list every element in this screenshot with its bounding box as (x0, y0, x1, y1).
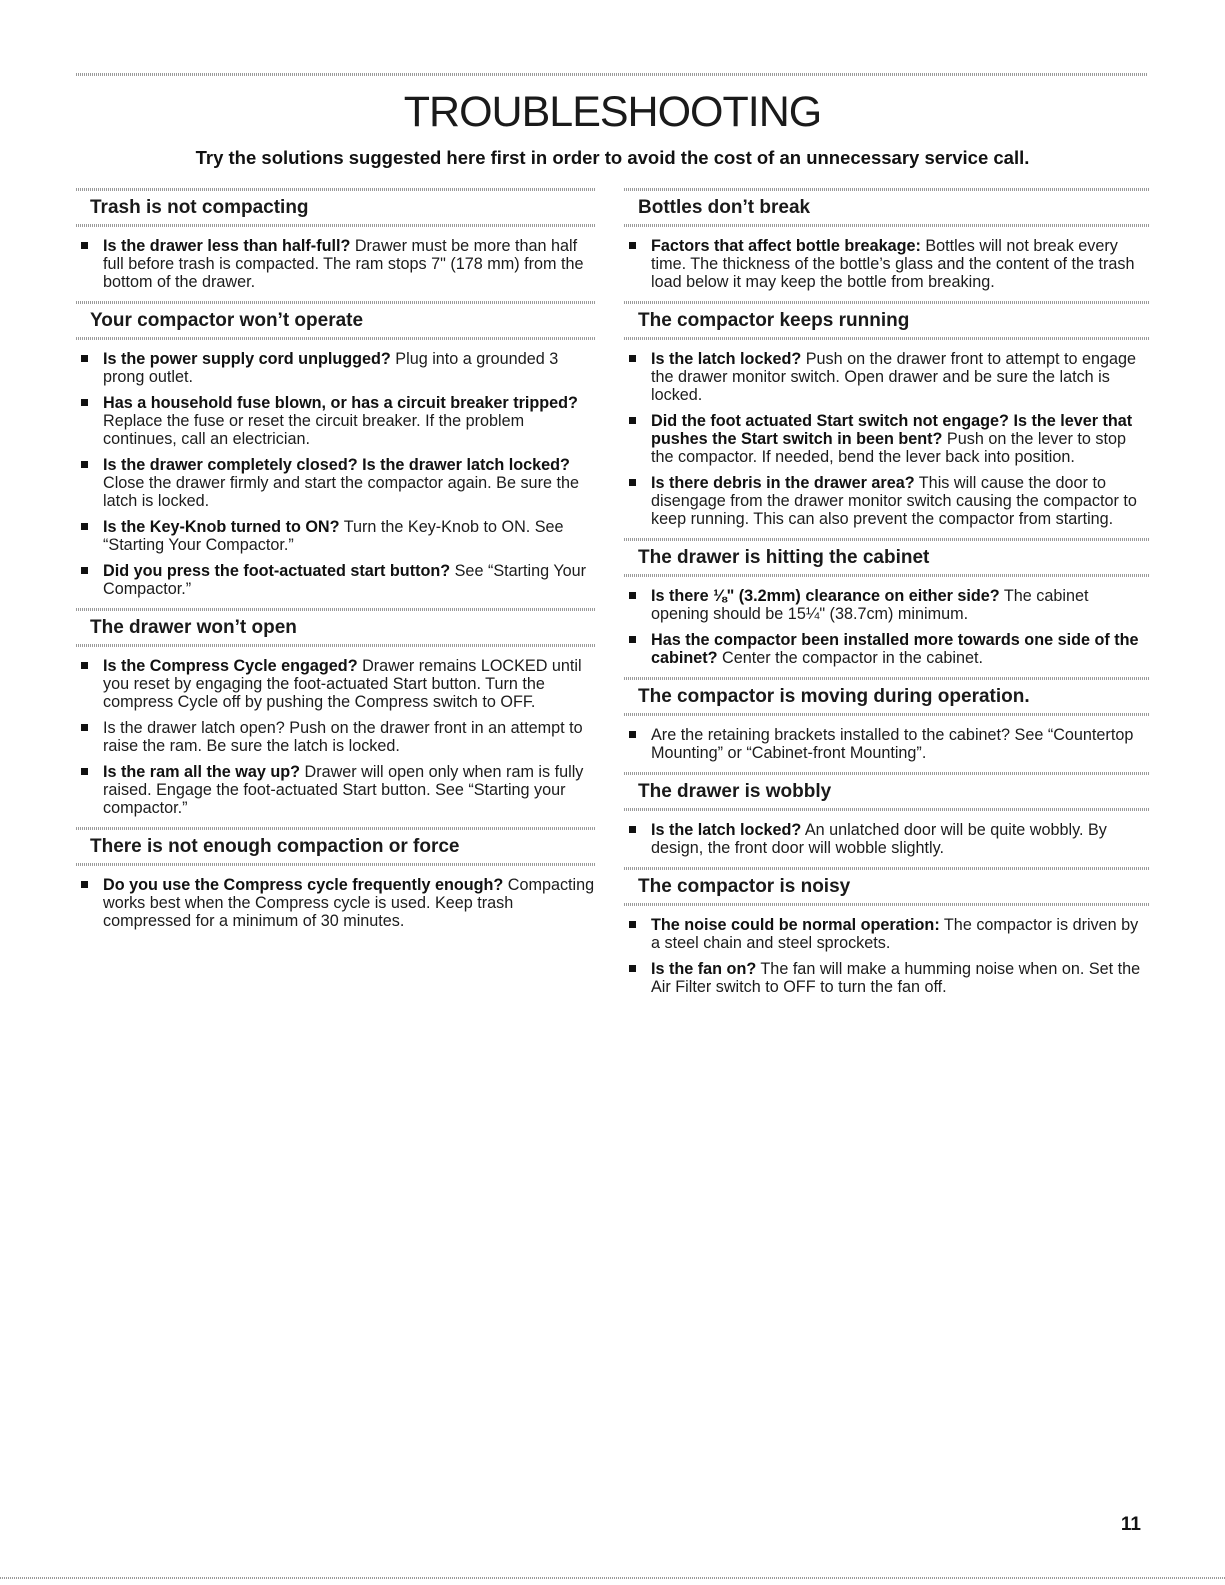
bullet-square-icon (629, 417, 636, 424)
item-answer: Is the drawer latch open? Push on the drawer front in an attempt to raise the ram. Be sure the latch is locked. (103, 719, 583, 755)
troubleshooting-section (624, 538, 1150, 667)
list-item (76, 876, 596, 930)
section-rule-bottom (76, 337, 596, 340)
item-answer: The compactor is driven by a steel chain and steel sprockets. (651, 916, 1139, 952)
item-answer: Compacting works best when the Compress cycle is used. Keep trash compressed for a minimum of 30 minutes. (103, 876, 595, 930)
troubleshooting-section (76, 301, 596, 598)
item-answer: Close the drawer firmly and start the compactor again. Be sure the latch is locked. (103, 474, 579, 510)
bullet-square-icon (629, 965, 636, 972)
section-items (76, 657, 596, 817)
list-item (76, 237, 596, 291)
page-number: 11 (1120, 1514, 1141, 1535)
list-item (624, 237, 1150, 291)
section-title: The drawer is wobbly (638, 781, 832, 802)
section-title: The compactor is noisy (638, 876, 851, 897)
item-answer: Center the compactor in the cabinet. (717, 649, 984, 667)
bullet-square-icon (81, 242, 88, 249)
bullet-square-icon (81, 567, 88, 574)
section-title: The compactor is moving during operation. (638, 686, 1030, 707)
list-item (624, 474, 1150, 528)
troubleshooting-section (624, 867, 1150, 996)
item-question: Do you use the Compress cycle frequently enough? (103, 876, 504, 894)
item-question: Is the drawer completely closed? Is the drawer latch locked? (103, 456, 570, 474)
list-item (624, 821, 1150, 857)
item-answer: Push on the lever to stop the compactor. If needed, bend the lever back into position. (651, 430, 1126, 466)
page-subtitle: Try the solutions suggested here first in order to avoid the cost of an unnecessary service call. (195, 147, 1030, 168)
bullet-square-icon (81, 724, 88, 731)
bullet-square-icon (81, 881, 88, 888)
section-rule-bottom (76, 644, 596, 647)
bullet-square-icon (81, 461, 88, 468)
list-item (76, 394, 596, 448)
bullet-square-icon (81, 768, 88, 775)
troubleshooting-section (624, 301, 1150, 528)
section-items (624, 726, 1150, 762)
item-question: Did you press the foot-actuated start button? (103, 562, 451, 580)
item-question: Is the power supply cord unplugged? (103, 350, 391, 368)
list-item (624, 412, 1150, 466)
troubleshooting-section (76, 188, 596, 291)
page-title: TROUBLESHOOTING (403, 88, 822, 136)
section-rule-bottom (76, 224, 596, 227)
troubleshooting-section (76, 827, 596, 930)
bullet-square-icon (81, 523, 88, 530)
section-rule-top (76, 827, 596, 830)
item-answer: An unlatched door will be quite wobbly. By design, the front door will wobble slightly. (651, 821, 1107, 857)
list-item (76, 350, 596, 386)
item-question: The noise could be normal operation: (651, 916, 940, 934)
left-column (76, 188, 596, 940)
item-question: Is the Key-Knob turned to ON? (103, 518, 340, 536)
list-item (624, 960, 1150, 996)
section-items (624, 821, 1150, 857)
section-title: Bottles don’t break (638, 197, 811, 218)
item-question: Is there ⅛" (3.2mm) clearance on either side? (651, 587, 1000, 605)
bullet-square-icon (81, 399, 88, 406)
section-items (624, 237, 1150, 291)
item-question: Is there debris in the drawer area? (651, 474, 915, 492)
item-answer: This will cause the door to disengage from the drawer monitor switch causing the compactor to keep running. This can also prevent the compactor from starting. (651, 474, 1137, 528)
bullet-square-icon (629, 479, 636, 486)
bottom-rule (0, 1577, 1225, 1579)
item-answer: The cabinet opening should be 15¼" (38.7cm) minimum. (651, 587, 1089, 623)
item-question: Is the fan on? (651, 960, 757, 978)
top-rule (76, 73, 1148, 76)
item-question: Is the latch locked? (651, 350, 802, 368)
section-items (76, 876, 596, 930)
section-rule-bottom (624, 903, 1150, 906)
item-answer: Drawer will open only when ram is fully raised. Engage the foot-actuated Start button. See “Starting your compactor.” (103, 763, 584, 817)
section-items (76, 350, 596, 598)
section-rule-top (76, 608, 596, 611)
section-rule-bottom (624, 713, 1150, 716)
section-items (624, 587, 1150, 667)
bullet-square-icon (629, 921, 636, 928)
bullet-square-icon (629, 826, 636, 833)
section-rule-top (624, 538, 1150, 541)
item-question: Factors that affect bottle breakage: (651, 237, 921, 255)
item-answer: Turn the Key-Knob to ON. See “Starting Your Compactor.” (103, 518, 564, 554)
list-item (76, 518, 596, 554)
section-rule-bottom (624, 337, 1150, 340)
troubleshooting-section (76, 608, 596, 817)
section-rule-top (624, 188, 1150, 191)
item-question: Is the Compress Cycle engaged? (103, 657, 358, 675)
item-question: Is the ram all the way up? (103, 763, 301, 781)
list-item (624, 350, 1150, 404)
bullet-square-icon (629, 242, 636, 249)
section-rule-bottom (624, 574, 1150, 577)
bullet-square-icon (629, 731, 636, 738)
section-title: The compactor keeps running (638, 310, 910, 331)
item-question: Is the drawer less than half-full? (103, 237, 351, 255)
item-question: Has the compactor been installed more towards one side of the cabinet? (651, 631, 1139, 667)
section-title: There is not enough compaction or force (90, 836, 460, 857)
item-question: Did the foot actuated Start switch not engage? Is the lever that pushes the Start switch in been bent? (651, 412, 1133, 448)
item-answer: Push on the drawer front to attempt to engage the drawer monitor switch. Open drawer and be sure the latch is locked. (651, 350, 1136, 404)
item-question: Has a household fuse blown, or has a circuit breaker tripped? (103, 394, 578, 412)
item-answer: Plug into a grounded 3 prong outlet. (103, 350, 559, 386)
troubleshooting-section (624, 677, 1150, 762)
bullet-square-icon (629, 636, 636, 643)
section-rule-top (76, 188, 596, 191)
section-title: The drawer is hitting the cabinet (638, 547, 930, 568)
list-item (76, 719, 596, 755)
section-title: The drawer won’t open (90, 617, 297, 638)
list-item (76, 657, 596, 711)
section-rule-top (624, 867, 1150, 870)
bullet-square-icon (81, 355, 88, 362)
list-item (76, 456, 596, 510)
troubleshooting-section (624, 188, 1150, 291)
item-answer: The fan will make a humming noise when on. Set the Air Filter switch to OFF to turn the fan off. (651, 960, 1141, 996)
section-rule-bottom (76, 863, 596, 866)
section-items (624, 350, 1150, 528)
item-answer: Bottles will not break every time. The thickness of the bottle’s glass and the content of the trash load below it may keep the bottle from breaking. (651, 237, 1135, 291)
list-item (624, 726, 1150, 762)
section-title: Your compactor won’t operate (90, 310, 364, 331)
section-rule-top (624, 301, 1150, 304)
right-column (624, 188, 1150, 1006)
list-item (624, 631, 1150, 667)
list-item (624, 916, 1150, 952)
troubleshooting-section (624, 772, 1150, 857)
section-rule-bottom (624, 808, 1150, 811)
section-rule-bottom (624, 224, 1150, 227)
section-items (624, 916, 1150, 996)
list-item (76, 763, 596, 817)
section-items (76, 237, 596, 291)
bullet-square-icon (629, 355, 636, 362)
item-answer: Are the retaining brackets installed to the cabinet? See “Countertop Mounting” or “Cabinet-front Mounting”. (651, 726, 1134, 762)
list-item (76, 562, 596, 598)
section-title: Trash is not compacting (90, 197, 309, 218)
item-answer: Replace the fuse or reset the circuit breaker. If the problem continues, call an electrician. (103, 412, 525, 448)
item-answer: Drawer remains LOCKED until you reset by engaging the foot-actuated Start button. Turn the compress Cycle off by pushing the Compress switch to OFF. (103, 657, 582, 711)
bullet-square-icon (81, 662, 88, 669)
list-item (624, 587, 1150, 623)
section-rule-top (76, 301, 596, 304)
section-rule-top (624, 772, 1150, 775)
item-answer: Drawer must be more than half full before trash is compacted. The ram stops 7" (178 mm) from the bottom of the drawer. (103, 237, 584, 291)
item-question: Is the latch locked? (651, 821, 802, 839)
section-rule-top (624, 677, 1150, 680)
item-answer: See “Starting Your Compactor.” (103, 562, 587, 598)
bullet-square-icon (629, 592, 636, 599)
